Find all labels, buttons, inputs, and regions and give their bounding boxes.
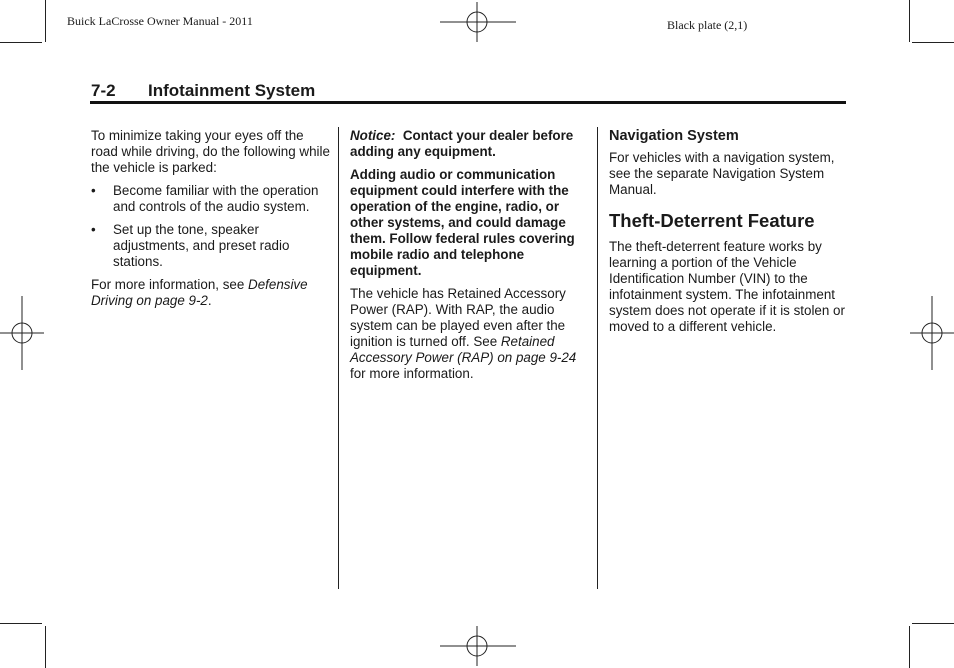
header-manual-title: Buick LaCrosse Owner Manual - 2011 [67,14,253,28]
column-2 [350,128,588,389]
registration-mark-icon [440,2,516,42]
list-item [91,222,331,270]
registration-mark-icon [910,296,954,370]
intro-paragraph: To minimize taking your eyes off the road while driving, do the following while the vehicle is parked: [91,128,330,175]
crop-mark [0,42,42,43]
more-info-paragraph [91,277,331,309]
bullet-icon: • [91,183,96,198]
cross-reference-link[interactable]: Defensive Driving on page 9-2 [91,277,308,308]
crop-mark [909,0,910,42]
navigation-paragraph: For vehicles with a navigation system, see the separate Navigation System Manual. [609,150,835,197]
crop-mark [912,42,954,43]
notice-label: Notice: [350,128,396,143]
notice-paragraph [350,128,588,160]
crop-mark [0,623,42,624]
navigation-heading: Navigation System [609,128,739,144]
registration-mark-icon [0,296,44,370]
theft-deterrent-heading: Theft-Deterrent Feature [609,210,815,231]
section-number: 7-2 [91,81,116,100]
crop-mark [909,626,910,668]
crop-mark [45,626,46,668]
more-info-suffix: . [207,293,212,308]
column-1 [91,128,331,316]
rap-text: The vehicle has Retained Accessory Power (RAP). With RAP, the audio system can be played even after the ignition is turned off. See [350,286,566,349]
column-3 [609,128,849,342]
notice-text: Contact your dealer before adding any equipment. [350,128,574,159]
registration-mark-icon [440,626,516,666]
column-divider [338,127,339,589]
section-rule [90,101,846,104]
crop-mark [912,623,954,624]
rap-suffix: for more information. [350,366,474,381]
list-item [91,183,331,215]
warning-paragraph: Adding audio or communication equipment could interfere with the operation of the engine, radio, or other systems, and could damage them. Follow federal rules covering mobile radio and telephone equipment. [350,167,575,278]
list-item-text: Become familiar with the operation and controls of the audio system. [113,183,319,214]
crop-mark [45,0,46,42]
theft-deterrent-paragraph: The theft-deterrent feature works by learning a portion of the Vehicle Identification Number (VIN) to the infotainment system. The infotainment system does not operate if it is stolen or moved to a different vehicle. [609,239,845,334]
cross-reference-link[interactable]: Retained Accessory Power (RAP) on page 9-24 [350,334,577,365]
column-divider [597,127,598,589]
rap-paragraph [350,286,588,382]
header-plate-info: Black plate (2,1) [667,18,748,32]
list-item-text: Set up the tone, speaker adjustments, and preset radio stations. [113,222,290,269]
more-info-text: For more information, see [91,277,249,292]
section-title: Infotainment System [148,81,316,100]
bullet-icon: • [91,222,96,237]
